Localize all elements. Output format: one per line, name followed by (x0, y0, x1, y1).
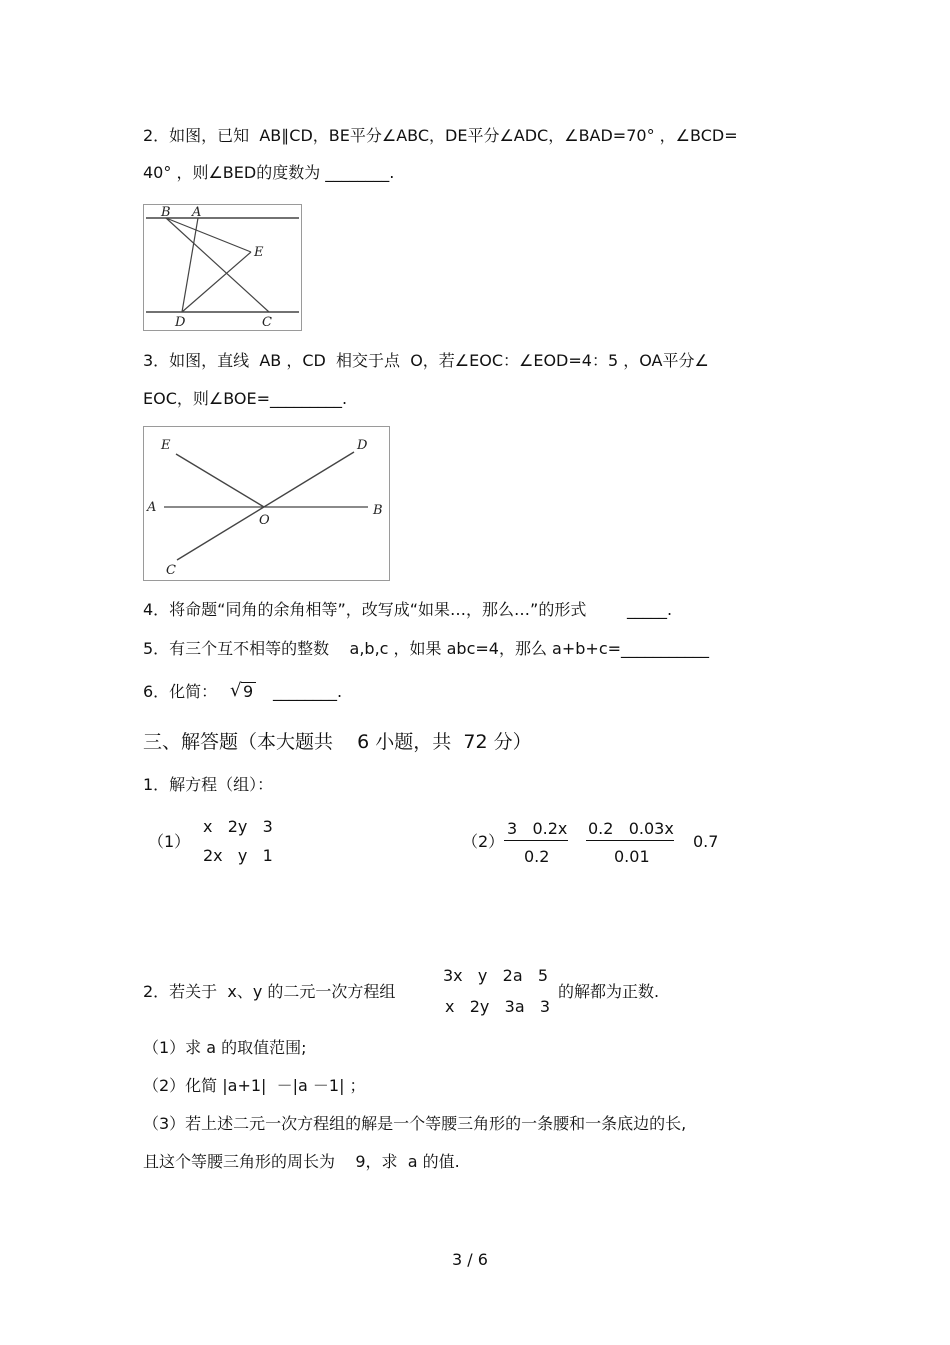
frac1-denominator: 0.2 (524, 847, 550, 866)
label-C: C (166, 563, 176, 578)
figure-intersecting-lines (143, 426, 390, 581)
p1-part2-label: （2） (462, 832, 505, 851)
label-D: D (175, 315, 186, 330)
figure-parallel-lines (143, 204, 302, 331)
page-number: 3 / 6 (452, 1250, 488, 1269)
frac1-bar (504, 840, 568, 841)
p2-sub3-line2: 且这个等腰三角形的周长为 9，求 a 的值. (143, 1152, 460, 1171)
label-A: A (147, 500, 157, 515)
q3-line1: 3．如图，直线 AB ，CD 相交于点 O，若∠EOC：∠EOD=4：5 ，OA平分∠ (143, 351, 709, 370)
label-A: A (192, 205, 202, 220)
q3-line2: EOC，则∠BOE=_________. (143, 389, 348, 408)
label-B: B (373, 503, 383, 518)
p2-intro: 2．若关于 x、y 的二元一次方程组 (143, 982, 396, 1001)
frac1-numerator: 3 0.2x (507, 819, 568, 838)
p1-part1-eq2: 2x y 1 (203, 846, 273, 865)
p2-eq2: x 2y 3a 3 (445, 997, 551, 1016)
p1-title: 1．解方程（组）： (143, 775, 274, 794)
q4-text: 4．将命题“同角的余角相等”，改写成“如果…，那么…”的形式 _____. (143, 600, 673, 619)
sqrt-symbol: √ (230, 680, 242, 701)
label-O: O (259, 513, 270, 528)
p1-part1-label: （1） (148, 832, 191, 851)
p2-sub2: （2）化简 |a+1| －|a －1| ； (143, 1076, 366, 1095)
frac2-bar (586, 840, 674, 841)
q6-blank: ________. (273, 682, 343, 701)
section-title: 三、解答题（本大题共 6 小题，共 72 分） (143, 731, 532, 753)
q2-line2: 40° ，则∠BED的度数为 ________. (143, 163, 395, 182)
p2-tail: 的解都为正数. (558, 982, 660, 1001)
frac2-denominator: 0.01 (614, 847, 650, 866)
label-E: E (161, 438, 171, 453)
q6-prefix: 6．化简： (143, 682, 218, 701)
p2-eq1: 3x y 2a 5 (443, 966, 549, 985)
p1-part2-rhs: 0.7 (693, 832, 719, 851)
label-E: E (254, 245, 264, 260)
label-D: D (357, 438, 368, 453)
p2-sub3-line1: （3）若上述二元一次方程组的解是一个等腰三角形的一条腰和一条底边的长, (143, 1114, 687, 1133)
frac2-numerator: 0.2 0.03x (588, 819, 674, 838)
label-B: B (161, 205, 171, 220)
q5-text: 5．有三个互不相等的整数 a,b,c ，如果 abc=4，那么 a+b+c=___________ (143, 639, 710, 658)
q2-line1: 2．如图，已知 AB∥CD，BE平分∠ABC，DE平分∠ADC，∠BAD=70° ，∠BCD= (143, 126, 738, 145)
q6-radicand: 9 (243, 682, 254, 701)
p2-sub1: （1）求 a 的取值范围; (143, 1038, 307, 1057)
p1-part1-eq1: x 2y 3 (203, 817, 273, 836)
label-C: C (262, 315, 272, 330)
